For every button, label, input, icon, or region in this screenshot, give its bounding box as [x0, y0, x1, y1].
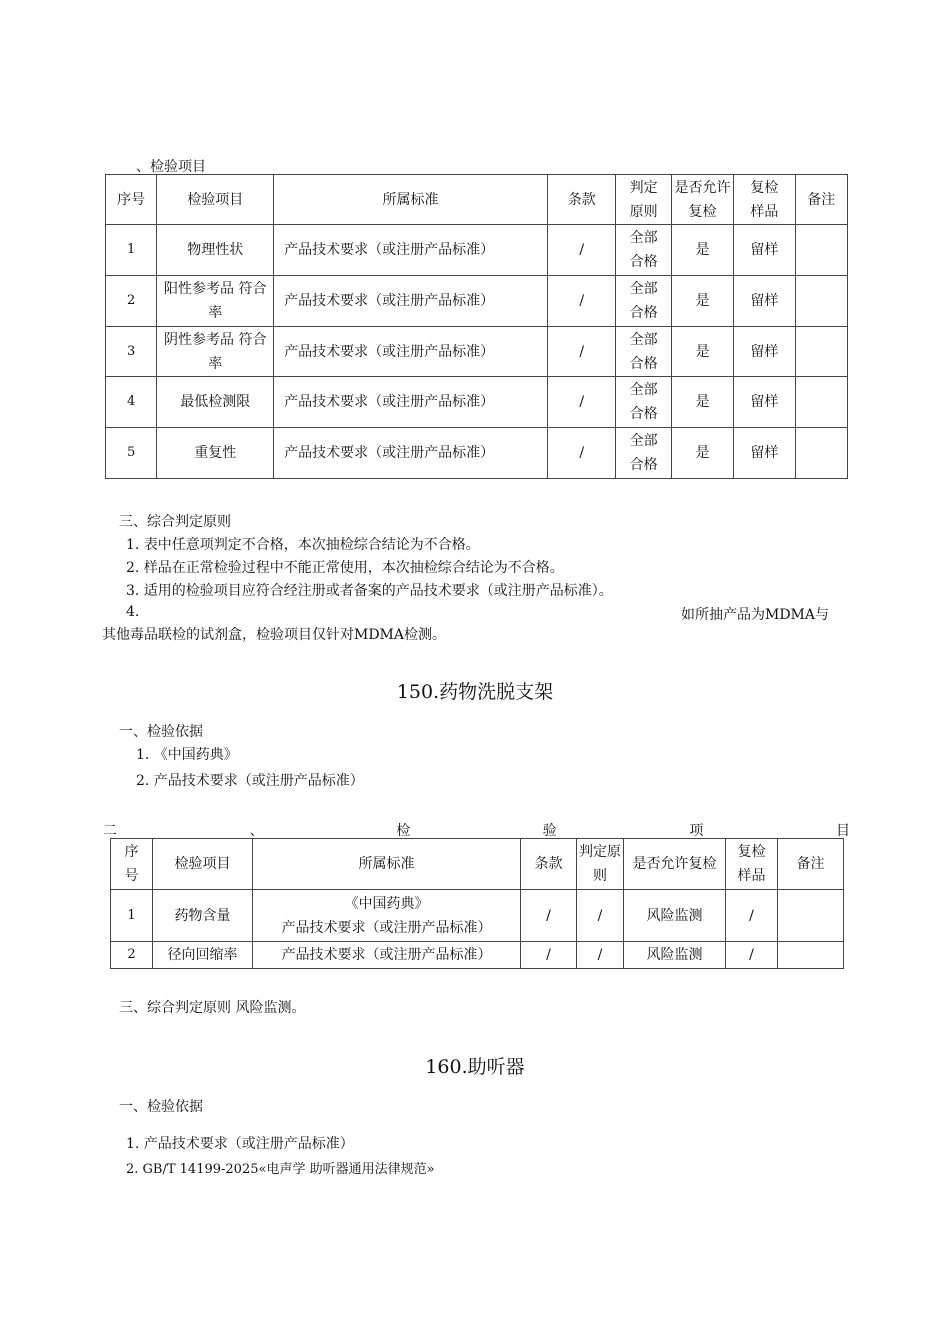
- section-title: 150.药物洗脱支架: [396, 681, 554, 703]
- header-cell: 序号: [111, 839, 153, 890]
- cell-recheck: 风险监测: [624, 942, 726, 969]
- cell-sample: 留样: [734, 428, 795, 479]
- cell-item: 药物含量: [153, 890, 253, 942]
- cell-item: 重复性: [157, 428, 274, 479]
- cell-remark: [778, 942, 844, 969]
- cell-sample: 留样: [734, 225, 795, 276]
- cell-recheck: 是: [671, 428, 733, 479]
- header-cell: 检验项目: [153, 839, 253, 890]
- cell-principle: 全部合格: [616, 428, 671, 479]
- table-row: [106, 276, 848, 327]
- cell-recheck: 是: [671, 327, 733, 377]
- heading-char: 验: [542, 823, 557, 839]
- cell-sample: /: [726, 890, 778, 942]
- cell-principle: /: [577, 942, 624, 969]
- cell-remark: [795, 327, 847, 377]
- cell-index: 2: [106, 276, 157, 327]
- header-cell: 条款: [521, 839, 577, 890]
- cell-principle: 全部合格: [616, 276, 671, 327]
- header-cell: 判定原则: [616, 175, 671, 225]
- header-cell: 是否允许复检: [671, 175, 733, 225]
- cell-clause: /: [521, 942, 577, 969]
- cell-index: 1: [111, 890, 153, 942]
- cell-sample: 留样: [734, 276, 795, 327]
- cell-clause: /: [547, 276, 615, 327]
- basis-item: 2. 产品技术要求（或注册产品标准）: [136, 773, 364, 789]
- inspection-table-150: [110, 838, 844, 969]
- cell-clause: /: [547, 225, 615, 276]
- table-row: [106, 428, 848, 479]
- header-cell: 判定原则: [577, 839, 624, 890]
- table-row: [106, 225, 848, 276]
- cell-index: 3: [106, 327, 157, 377]
- table-row: [111, 890, 844, 942]
- heading-char: 目: [835, 823, 850, 839]
- principle-item: 2. 样品在正常检验过程中不能正常使用，本次抽检综合结论为不合格。: [126, 560, 564, 576]
- cell-recheck: 是: [671, 276, 733, 327]
- cell-item: 最低检测限: [157, 377, 274, 428]
- cell-principle: 全部合格: [616, 225, 671, 276]
- basis-item: 2. GB/T 14199-2025«电声学 助听器通用法律规范»: [126, 1162, 435, 1177]
- header-cell: 复检样品: [734, 175, 795, 225]
- cell-index: 1: [106, 225, 157, 276]
- cell-clause: /: [547, 327, 615, 377]
- cell-clause: /: [547, 428, 615, 479]
- cell-clause: /: [547, 377, 615, 428]
- section-title: 160.助听器: [425, 1056, 525, 1078]
- basis-heading: 一、检验依据: [119, 724, 203, 740]
- cell-standard: 产品技术要求（或注册产品标准）: [274, 377, 548, 428]
- table-row: [106, 377, 848, 428]
- cell-principle: 全部合格: [616, 327, 671, 377]
- header-cell: 条款: [547, 175, 615, 225]
- cell-sample: 留样: [734, 327, 795, 377]
- standard-line: 《中国药典》: [344, 895, 429, 912]
- cell-recheck: 风险监测: [624, 890, 726, 942]
- header-cell: 是否允许复检: [624, 839, 726, 890]
- cell-standard: 产品技术要求（或注册产品标准）: [274, 327, 548, 377]
- cell-index: 4: [106, 377, 157, 428]
- section-heading-items: 、检验项目: [136, 159, 206, 175]
- heading-char: 二: [103, 823, 117, 839]
- header-cell: 所属标准: [274, 175, 548, 225]
- standard-line: 产品技术要求（或注册产品标准）: [281, 919, 492, 936]
- heading-char: 项: [689, 823, 704, 839]
- header-cell: 所属标准: [253, 839, 521, 890]
- heading-char: 、: [249, 823, 264, 839]
- basis-item: 1. 产品技术要求（或注册产品标准）: [126, 1136, 354, 1152]
- cell-item: 阴性参考品 符合率: [157, 327, 274, 377]
- cell-item: 阳性参考品 符合率: [157, 276, 274, 327]
- cell-recheck: 是: [671, 225, 733, 276]
- cell-principle: /: [577, 890, 624, 942]
- cell-remark: [795, 377, 847, 428]
- inspection-table-1: [105, 174, 848, 479]
- cell-remark: [778, 890, 844, 942]
- table-row: [106, 327, 848, 377]
- cell-standard: 产品技术要求（或注册产品标准）: [253, 942, 521, 969]
- header-cell: 备注: [795, 175, 847, 225]
- cell-standard: 产品技术要求（或注册产品标准）: [274, 428, 548, 479]
- header-cell: 检验项目: [157, 175, 274, 225]
- principle-item-number: 4.: [126, 604, 140, 620]
- principle-item-continued: 其他毒品联检的试剂盒，检验项目仅针对MDMA检测。: [102, 627, 447, 643]
- cell-remark: [795, 225, 847, 276]
- cell-recheck: 是: [671, 377, 733, 428]
- principle-heading: 三、综合判定原则 风险监测。: [119, 1000, 306, 1016]
- header-cell: 备注: [778, 839, 844, 890]
- table-header-row: [111, 839, 844, 890]
- items-heading: [103, 820, 850, 840]
- header-cell: 复检样品: [726, 839, 778, 890]
- cell-sample: 留样: [734, 377, 795, 428]
- principle-item-text: 如所抽产品为MDMA与: [681, 607, 830, 623]
- cell-index: 5: [106, 428, 157, 479]
- cell-remark: [795, 276, 847, 327]
- cell-standard: 产品技术要求（或注册产品标准）: [274, 276, 548, 327]
- cell-standard: 产品技术要求（或注册产品标准）: [274, 225, 548, 276]
- cell-index: 2: [111, 942, 153, 969]
- table-row: [111, 942, 844, 969]
- cell-item: 径向回缩率: [153, 942, 253, 969]
- heading-char: 检: [396, 823, 411, 839]
- cell-clause: /: [521, 890, 577, 942]
- header-cell: 序号: [106, 175, 157, 225]
- table-header-row: [106, 175, 848, 225]
- principle-heading: 三、综合判定原则: [119, 514, 231, 530]
- basis-heading: 一、检验依据: [119, 1099, 203, 1115]
- principle-item: 3. 适用的检验项目应符合经注册或者备案的产品技术要求（或注册产品标准）。: [126, 583, 613, 599]
- principle-item: 1. 表中任意项判定不合格，本次抽检综合结论为不合格。: [126, 537, 480, 553]
- cell-item: 物理性状: [157, 225, 274, 276]
- cell-sample: /: [726, 942, 778, 969]
- cell-principle: 全部合格: [616, 377, 671, 428]
- cell-standard: [253, 890, 521, 942]
- cell-remark: [795, 428, 847, 479]
- basis-item: 1. 《中国药典》: [136, 747, 238, 763]
